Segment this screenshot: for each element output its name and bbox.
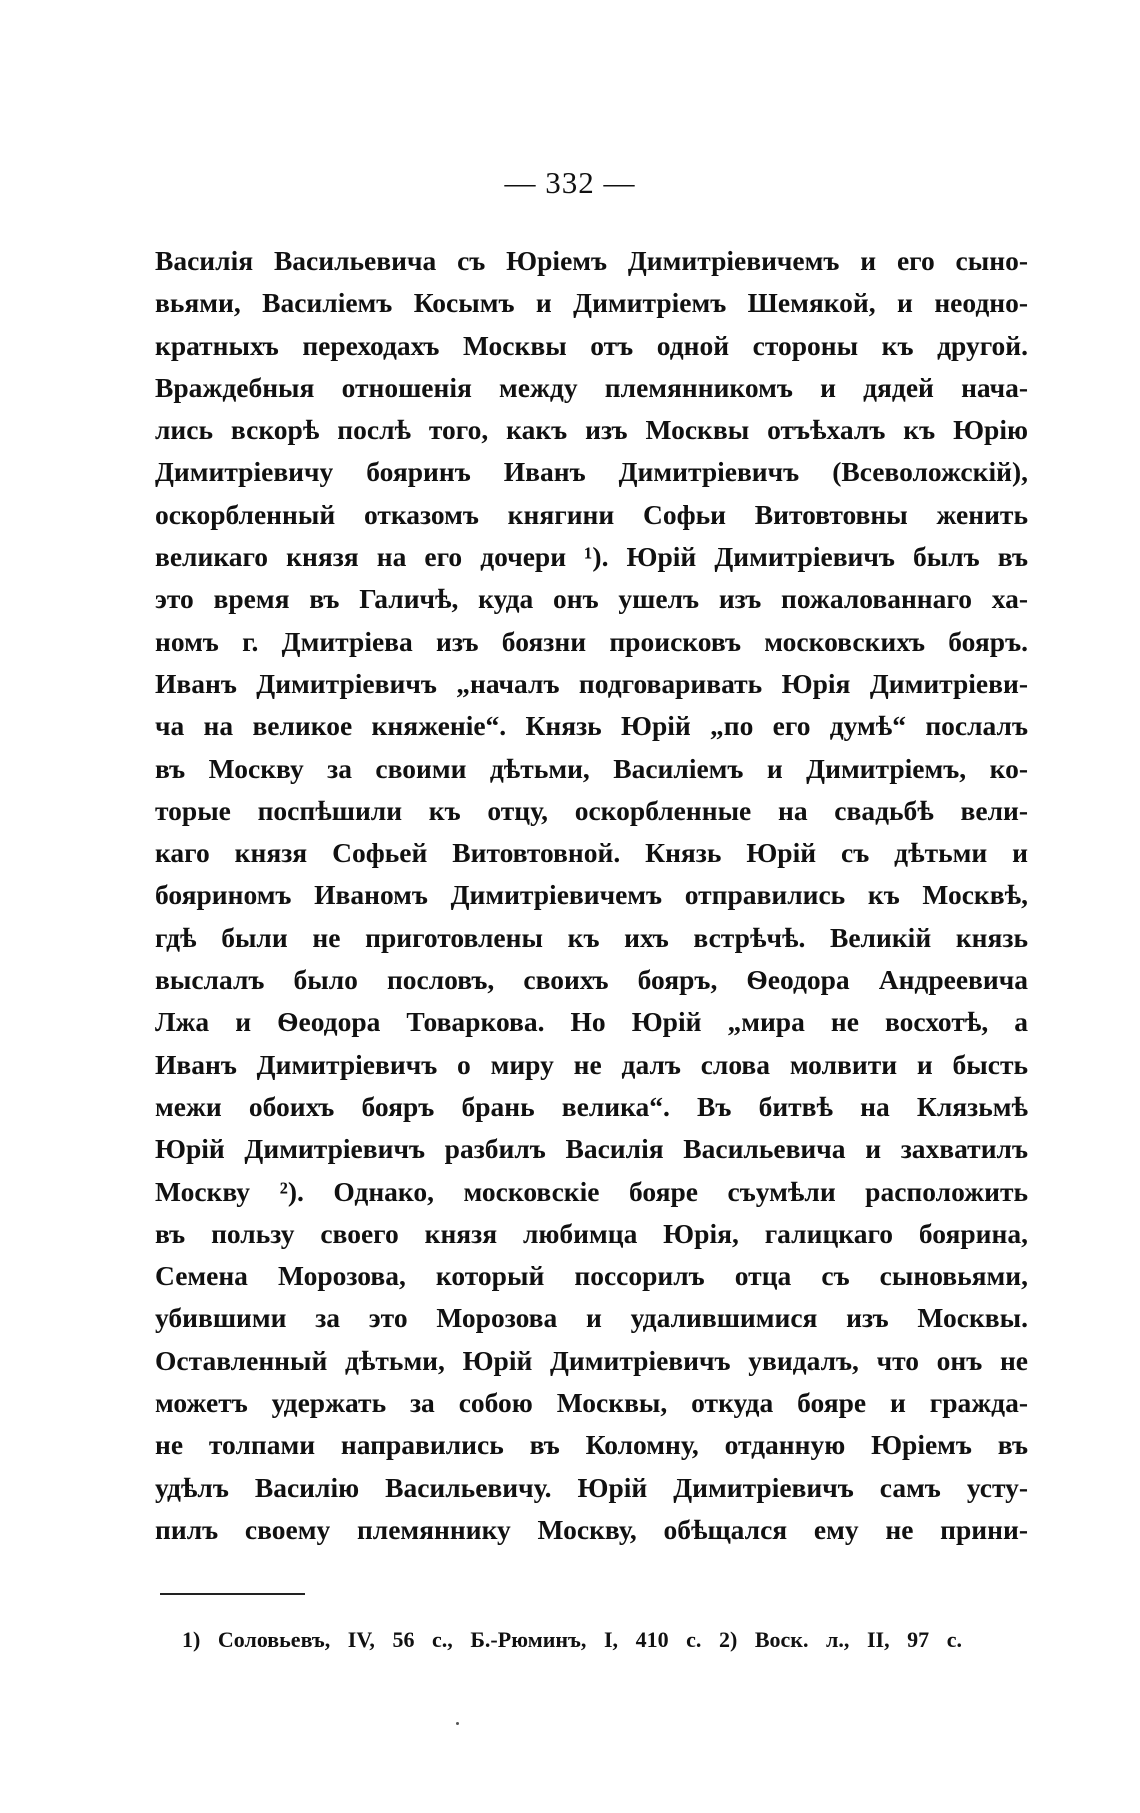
footnotes: 1) Соловьевъ, IV, 56 с., Б.-Рюминъ, I, 410 с. 2) Воск. л., II, 97 с. (182, 1627, 962, 1652)
text-line: Семена Морозова, который поссорилъ отца съ сыновьями, (155, 1260, 1028, 1292)
print-speck (456, 1722, 459, 1725)
text-line: гдѣ были не приготовлены къ ихъ встрѣчѣ. Великій князь (155, 921, 1028, 953)
footnote-divider (160, 1593, 305, 1595)
page-number: — 332 — (504, 165, 636, 200)
text-line: Димитріевичу бояринъ Иванъ Димитріевичъ (Всеволожскій), (155, 456, 1028, 488)
text-line: великаго князя на его дочери ¹). Юрій Димитріевичъ былъ въ (155, 541, 1028, 573)
text-line: кратныхъ переходахъ Москвы отъ одной стороны къ другой. (155, 329, 1028, 361)
text-line: оскорбленный отказомъ княгини Софьи Витовтовны женить (155, 498, 1028, 530)
text-line: Василія Васильевича съ Юріемъ Димитріевичемъ и его сыно- (155, 245, 1028, 276)
text-line: торые поспѣшили къ отцу, оскорбленные на свадьбѣ вели- (155, 794, 1028, 826)
text-line: бояриномъ Иваномъ Димитріевичемъ отправились къ Москвѣ, (155, 879, 1028, 911)
text-line: Оставленный дѣтьми, Юрій Димитріевичъ увидалъ, что онъ не (155, 1344, 1028, 1376)
text-line: межи обоихъ бояръ брань велика“. Въ битвѣ на Клязьмѣ (155, 1090, 1028, 1122)
text-line: выслалъ было пословъ, своихъ бояръ, Ѳеодора Андреевича (155, 964, 1028, 996)
text-line: въ пользу своего князя любимца Юрія, галицкаго боярина, (155, 1217, 1028, 1249)
text-line: въ Москву за своими дѣтьми, Василіемъ и Димитріемъ, ко- (155, 752, 1028, 784)
text-line: лись вскорѣ послѣ того, какъ изъ Москвы отъѣхалъ къ Юрію (155, 414, 1028, 446)
text-line: каго князя Софьей Витовтовной. Князь Юрій съ дѣтьми и (155, 837, 1028, 869)
text-line: Иванъ Димитріевичъ о миру не далъ слова молвити и бысть (155, 1048, 1028, 1080)
text-line: удѣлъ Василію Васильевичу. Юрій Димитріевичъ самъ усту- (155, 1471, 1028, 1503)
text-line: пилъ своему племяннику Москву, обѣщался ему не прини- (155, 1513, 1028, 1545)
text-line: Лжа и Ѳеодора Товаркова. Но Юрій „мира не восхотѣ, а (155, 1006, 1028, 1038)
text-line: Иванъ Димитріевичъ „началъ подговаривать Юрія Димитріеви- (155, 667, 1028, 699)
text-line: ча на великое княженіе“. Князь Юрій „по его думѣ“ послалъ (155, 710, 1028, 742)
text-line: номъ г. Дмитріева изъ боязни происковъ московскихъ бояръ. (155, 625, 1028, 657)
text-line: это время въ Галичѣ, куда онъ ушелъ изъ пожалованнаго ха- (155, 583, 1028, 615)
text-line: убившими за это Морозова и удалившимися изъ Москвы. (155, 1302, 1028, 1334)
body-text (155, 240, 1028, 1551)
text-line: не толпами направились въ Коломну, отданную Юріемъ въ (155, 1429, 1028, 1461)
text-line: можетъ удержать за собою Москвы, откуда бояре и гражда- (155, 1387, 1028, 1419)
text-line: Москву ²). Однако, московскіе бояре съумѣли расположить (155, 1175, 1028, 1207)
text-line: Юрій Димитріевичъ разбилъ Василія Васильевича и захватилъ (155, 1133, 1028, 1165)
text-line: Враждебныя отношенія между племянникомъ и дядей нача- (155, 371, 1028, 403)
text-line: вьями, Василіемъ Косымъ и Димитріемъ Шемякой, и неодно- (155, 287, 1028, 319)
